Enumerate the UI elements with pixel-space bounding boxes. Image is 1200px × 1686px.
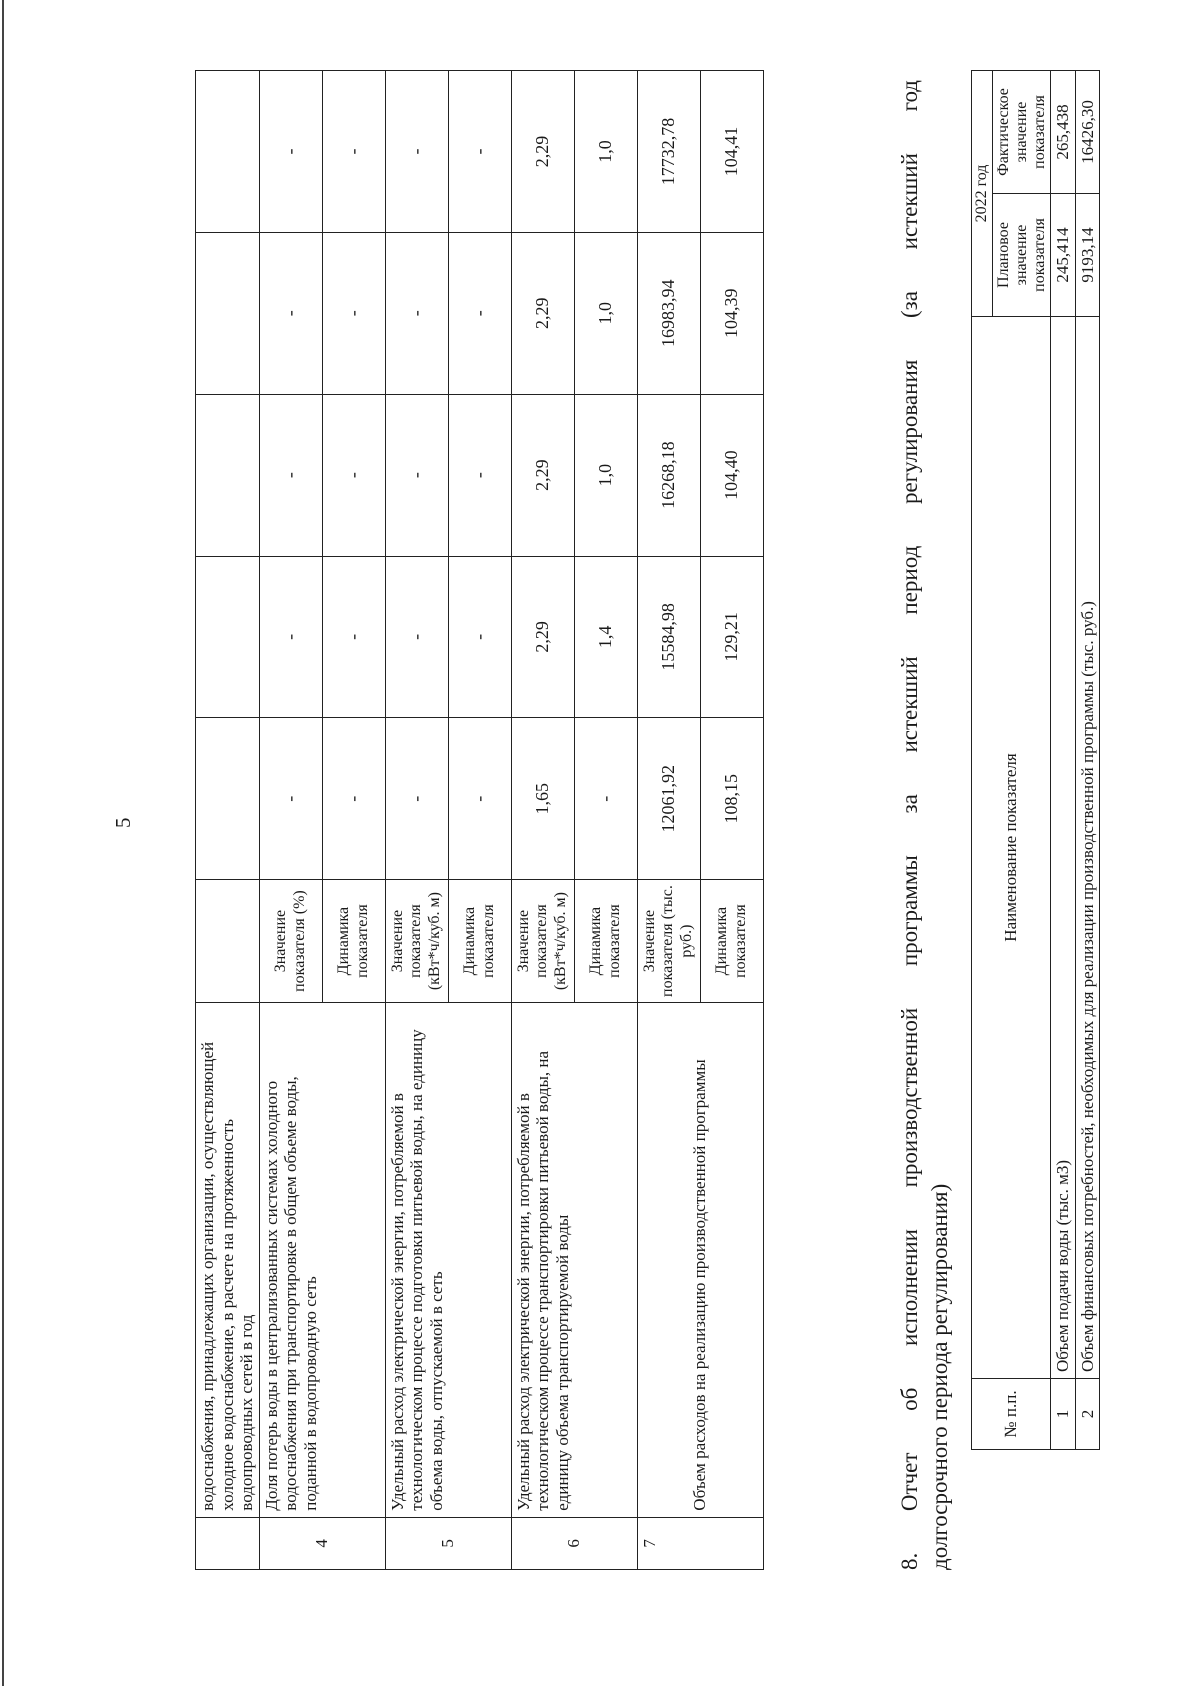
table-cell: 2,29 bbox=[511, 394, 574, 556]
rotated-page bbox=[111, 60, 1200, 1580]
table-cell: - bbox=[322, 718, 385, 880]
table-row bbox=[385, 71, 448, 1570]
page-edge-line bbox=[2, 0, 4, 1686]
table-cell: 1,4 bbox=[574, 556, 637, 718]
table-cell: - bbox=[385, 71, 448, 233]
row-description: Удельный расход электрической энергии, потребляемой в технологическом процессе транспортировки питьевой воды, на единицу объема транспортируемой воды bbox=[511, 1003, 637, 1518]
table-row bbox=[259, 71, 322, 1570]
table-cell: - bbox=[385, 556, 448, 718]
indicator-label: Значение показателя (тыс. руб.) bbox=[637, 880, 700, 1003]
table-cell: 1,0 bbox=[574, 232, 637, 394]
table-cell: 2,29 bbox=[511, 556, 574, 718]
table-row bbox=[1075, 71, 1100, 1450]
table-cell: - bbox=[448, 71, 511, 233]
table-cell: - bbox=[259, 556, 322, 718]
fact-value: 16426,30 bbox=[1075, 71, 1100, 194]
column-header-name: Наименование показателя bbox=[972, 317, 1051, 1379]
table-cell: - bbox=[259, 394, 322, 556]
indicator-label: Значение показателя (кВт*ч/куб. м) bbox=[511, 880, 574, 1003]
table-cell: 2,29 bbox=[511, 232, 574, 394]
table-row bbox=[196, 71, 260, 1570]
row-description: Удельный расход электрической энергии, потребляемой в технологическом процессе подготовки питьевой воды, на единицу объема воды, отпускаемой в сеть bbox=[385, 1003, 511, 1518]
table-cell: - bbox=[574, 718, 637, 880]
plan-value: 9193,14 bbox=[1075, 194, 1100, 317]
table-cell: 15584,98 bbox=[637, 556, 700, 718]
table-cell: 12061,92 bbox=[637, 718, 700, 880]
row-number: 2 bbox=[1075, 1379, 1100, 1450]
table-cell: - bbox=[385, 232, 448, 394]
table-cell: - bbox=[322, 556, 385, 718]
row-description: Доля потерь воды в централизованных системах холодного водоснабжения при транспортировке в общем объеме воды, поданной в водопроводную сеть bbox=[259, 1003, 385, 1518]
table-cell: 1,65 bbox=[511, 718, 574, 880]
column-header-number: № п.п. bbox=[972, 1379, 1051, 1450]
table-header-row bbox=[972, 71, 993, 1450]
table-cell: - bbox=[385, 718, 448, 880]
table-cell: 16268,18 bbox=[637, 394, 700, 556]
section-heading bbox=[895, 80, 955, 1570]
table-cell: - bbox=[322, 71, 385, 233]
section-heading-line-1: 8. Отчет об исполнении производственной программы за истекший период регулирования (за истекший год bbox=[897, 80, 922, 1570]
row-number: 4 bbox=[259, 1517, 385, 1569]
table-cell: 104,39 bbox=[700, 232, 763, 394]
row-number: 5 bbox=[385, 1517, 511, 1569]
row-number: 7 bbox=[637, 1517, 763, 1569]
table-row bbox=[1051, 71, 1076, 1450]
continuation-text: водоснабжения, принадлежащих организации, осуществляющей холодное водоснабжение, в расчете на протяженность водопроводных сетей в год bbox=[196, 1003, 260, 1518]
table-row bbox=[511, 71, 574, 1570]
report-table bbox=[971, 70, 1100, 1450]
fact-value: 265,438 bbox=[1051, 71, 1076, 194]
table-cell: 104,41 bbox=[700, 71, 763, 233]
indicator-label: Значение показателя (кВт*ч/куб. м) bbox=[385, 880, 448, 1003]
row-name: Объем финансовых потребностей, необходимых для реализации производственной программы (тыс. руб.) bbox=[1075, 317, 1100, 1379]
indicator-label: Динамика показателя bbox=[700, 880, 763, 1003]
row-number: 6 bbox=[511, 1517, 637, 1569]
table-cell: - bbox=[448, 718, 511, 880]
table-cell: - bbox=[259, 718, 322, 880]
column-header-fact: Фактическое значение показателя bbox=[993, 71, 1051, 194]
table-cell: 16983,94 bbox=[637, 232, 700, 394]
table-cell: - bbox=[448, 394, 511, 556]
table-cell: 17732,78 bbox=[637, 71, 700, 233]
table-cell: - bbox=[385, 394, 448, 556]
plan-value: 245,414 bbox=[1051, 194, 1076, 317]
table-cell: 104,40 bbox=[700, 394, 763, 556]
table-cell: 129,21 bbox=[700, 556, 763, 718]
page-number: 5 bbox=[111, 817, 135, 828]
column-header-plan: Плановое значение показателя bbox=[993, 194, 1051, 317]
table-cell: - bbox=[259, 71, 322, 233]
table-cell: 1,0 bbox=[574, 394, 637, 556]
table-cell: 2,29 bbox=[511, 71, 574, 233]
indicator-label: Динамика показателя bbox=[448, 880, 511, 1003]
column-header-year: 2022 год bbox=[972, 71, 993, 317]
table-row bbox=[637, 71, 700, 1570]
table-cell: - bbox=[448, 232, 511, 394]
table-cell: 108,15 bbox=[700, 718, 763, 880]
indicators-table bbox=[195, 70, 764, 1570]
row-name: Объем подачи воды (тыс. м3) bbox=[1051, 317, 1076, 1379]
table-cell: - bbox=[259, 232, 322, 394]
table-cell: 1,0 bbox=[574, 71, 637, 233]
row-description: Объем расходов на реализацию производственной программы bbox=[637, 1003, 763, 1518]
section-heading-line-2: долгосрочного периода регулирования) bbox=[926, 1183, 952, 1570]
table-cell: - bbox=[322, 232, 385, 394]
table-cell: - bbox=[322, 394, 385, 556]
indicator-label: Динамика показателя bbox=[322, 880, 385, 1003]
table-cell: - bbox=[448, 556, 511, 718]
indicator-label: Значение показателя (%) bbox=[259, 880, 322, 1003]
indicator-label: Динамика показателя bbox=[574, 880, 637, 1003]
row-number: 1 bbox=[1051, 1379, 1076, 1450]
